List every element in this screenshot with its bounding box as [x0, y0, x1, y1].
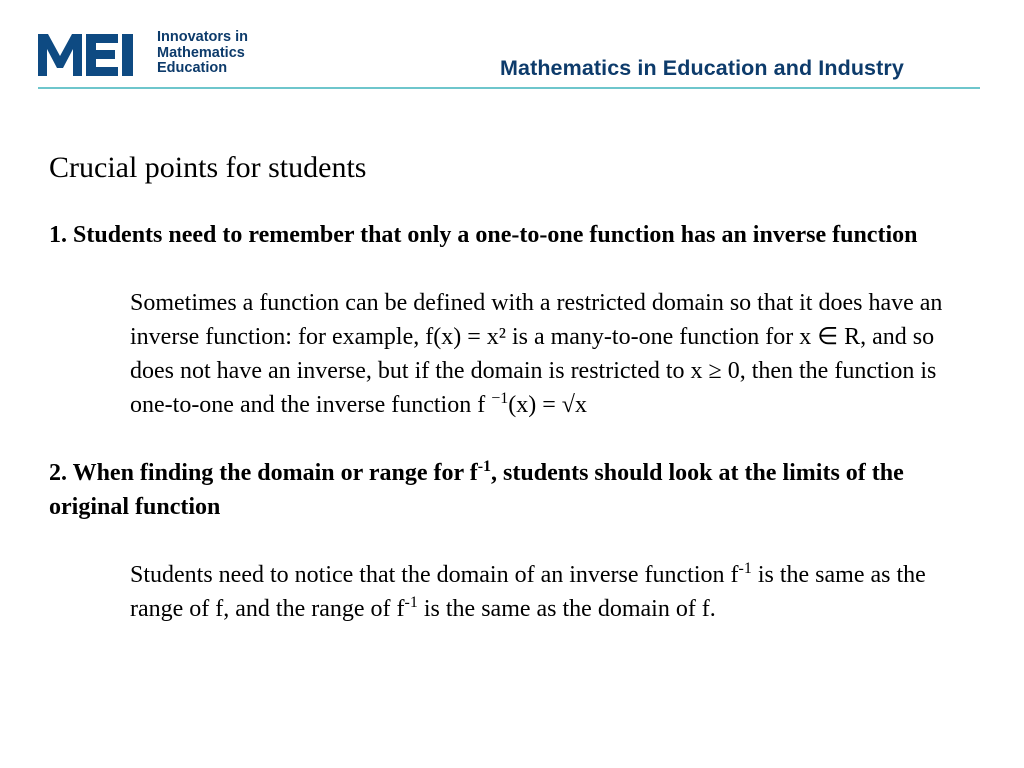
point-2-heading-text-end: , students should look at the limits of the original function [49, 460, 904, 520]
point-2-heading [49, 456, 979, 524]
point-1-body-text-end: (x) = √x [508, 392, 587, 418]
point-1-body [130, 286, 970, 422]
point-1-body-text: Sometimes a function can be defined with a restricted domain so that it does have an inverse function: for example, f(x) = x² is a many-to-one function for x ∈ R, and so does not have an inverse, but if the domain is restricted to x ≥ 0, then the function is one-to-one and the inverse function f [130, 290, 943, 418]
site-title: Mathematics in Education and Industry [500, 56, 904, 80]
logo-tagline [157, 30, 248, 77]
point-2-body [130, 558, 970, 626]
point-2-body-text-end: is the same as the domain of f. [417, 596, 716, 622]
mei-logo [38, 32, 150, 78]
point-2-body-text: is the same as the range of f, and the range of f [130, 562, 926, 622]
inverse-superscript: -1 [404, 594, 418, 611]
tagline-line: Innovators in [157, 29, 249, 45]
point-2-body-text: Students need to notice that the domain of an inverse function f [130, 562, 739, 588]
slide-title: Crucial points for students [49, 151, 367, 184]
point-1-heading: 1. Students need to remember that only a one-to-one function has an inverse function [49, 222, 918, 248]
header-divider [38, 87, 980, 89]
inverse-superscript: −1 [491, 390, 509, 407]
slide-content [49, 148, 979, 660]
inverse-superscript: -1 [738, 560, 752, 577]
tagline-line: Mathematics [157, 44, 245, 61]
slide-header [0, 0, 1024, 92]
tagline-line: Education [157, 60, 228, 76]
inverse-superscript: -1 [477, 458, 492, 475]
mei-logo-mark [38, 32, 150, 78]
point-2-heading-text: 2. When finding the domain or range for f [49, 460, 478, 486]
